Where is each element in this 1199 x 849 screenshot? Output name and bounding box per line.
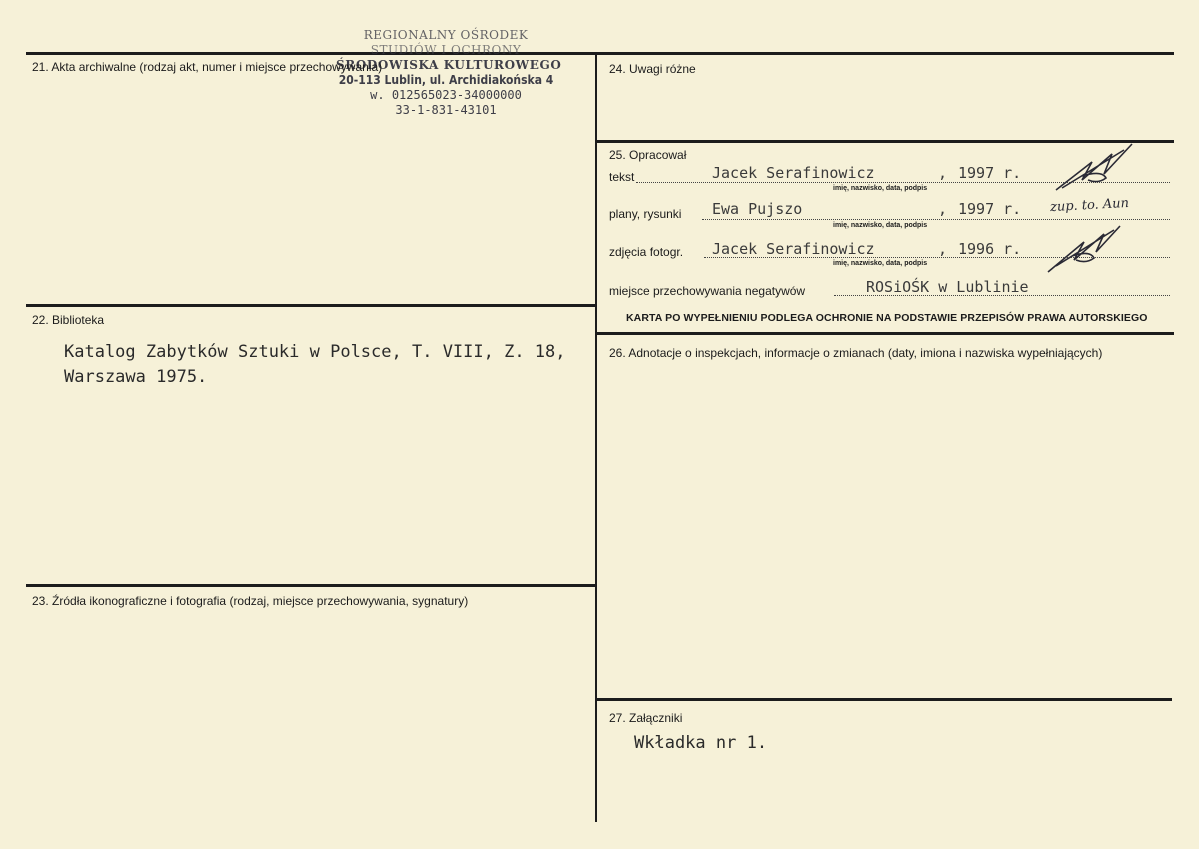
section-22-label: 22. Biblioteka (32, 313, 105, 327)
section-22-content-line-2: Warszawa 1975. (64, 367, 208, 387)
row-plans-year: 1997 r. (958, 200, 1022, 218)
row-photos-name: Jacek Serafinowicz (712, 240, 875, 258)
row-photos-hint: imię, nazwisko, data, podpis (833, 260, 928, 267)
stamp-line-4: 20-113 Lublin, ul. Archidiakońska 4 (338, 73, 554, 87)
divider-22-23 (26, 584, 596, 587)
section-27-content: Wkładka nr 1. (634, 733, 768, 753)
signature-text (1052, 140, 1142, 200)
stamp-line-1: REGIONALNY OŚRODEK (363, 28, 529, 42)
row-plans-comma: , (938, 200, 948, 218)
row-plans-dots (702, 219, 1170, 220)
section-24-label: 24. Uwagi różne (609, 62, 696, 76)
row-photos-year: 1996 r. (958, 240, 1022, 258)
row-text-hint: imię, nazwisko, data, podpis (833, 185, 928, 192)
row-photos-label: zdjęcia fotogr. (609, 245, 684, 259)
negatives-value: ROSiOŚK w Lublinie (866, 278, 1029, 296)
signature-photos (1044, 222, 1124, 278)
section-27-label: 27. Załączniki (609, 711, 683, 725)
section-22-content-line-1: Katalog Zabytków Sztuki w Polsce, T. VIII, Z. 18, (64, 342, 566, 362)
divider-26-27 (596, 698, 1172, 701)
divider-21-22 (26, 304, 596, 307)
divider-25-26 (596, 332, 1174, 335)
section-25-label: 25. Opracował (609, 148, 687, 162)
row-text-comma: , (938, 164, 948, 182)
stamp-line-6: 33-1-831-43101 (395, 103, 497, 117)
row-text-name: Jacek Serafinowicz (712, 164, 875, 182)
section-23-label: 23. Źródła ikonograficzne i fotografia (rodzaj, miejsce przechowywania, sygnatury) (32, 594, 469, 608)
section-26-label: 26. Adnotacje o inspekcjach, informacje o zmianach (daty, imiona i nazwiska wypełniających) (609, 346, 1103, 360)
row-photos-comma: , (938, 240, 948, 258)
row-text-label: tekst (609, 170, 635, 184)
row-plans-label: plany, rysunki (609, 207, 682, 221)
copyright-notice: KARTA PO WYPEŁNIENIU PODLEGA OCHRONIE NA PODSTAWIE PRZEPISÓW PRAWA AUTORSKIEGO (626, 312, 1148, 324)
row-plans-name: Ewa Pujszo (712, 200, 803, 218)
row-plans-handwritten-note: zup. to. Aun (1049, 195, 1130, 216)
stamp-line-3: ŚRODOWISKA KULTUROWEGO (336, 58, 562, 72)
row-text-year: 1997 r. (958, 164, 1022, 182)
stamp-line-5: w. 012565023-34000000 (370, 88, 522, 102)
center-divider (595, 52, 597, 822)
stamp-line-2: STUDIÓW I OCHRONY (370, 43, 522, 57)
section-21-label: 21. Akta archiwalne (rodzaj akt, numer i miejsce przechowywania) (32, 60, 383, 74)
negatives-label: miejsce przechowywania negatywów (609, 284, 806, 298)
top-border-line (26, 52, 1174, 55)
row-plans-hint: imię, nazwisko, data, podpis (833, 222, 928, 229)
